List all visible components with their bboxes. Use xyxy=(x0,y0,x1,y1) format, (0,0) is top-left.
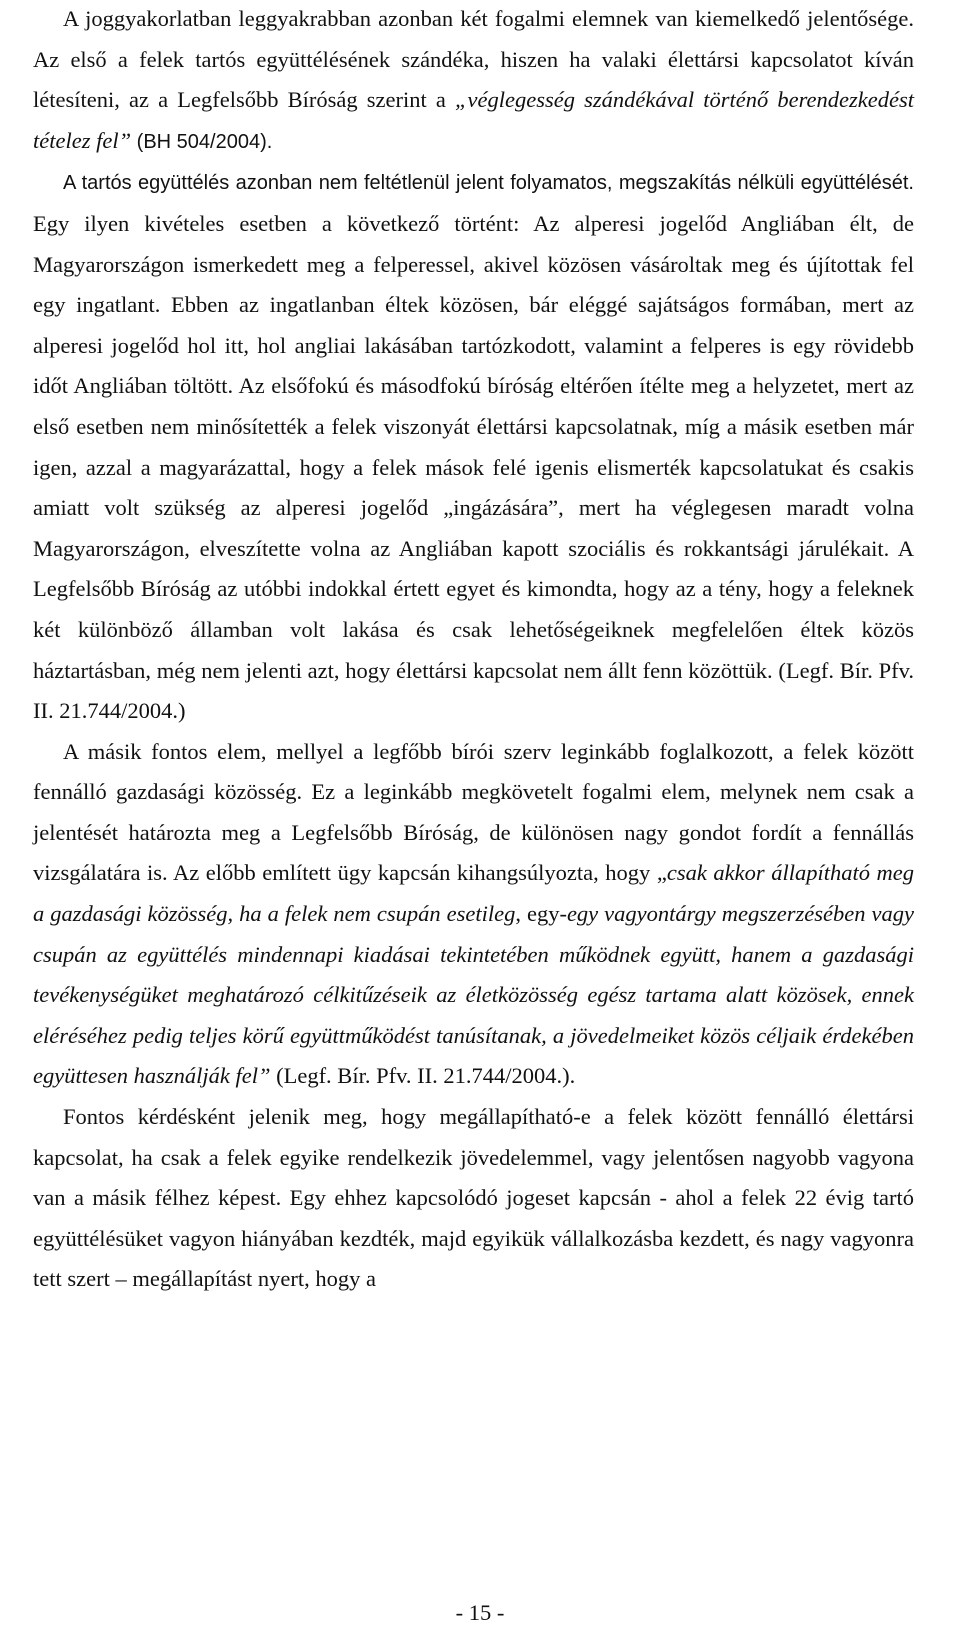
paragraph-4-text: Fontos kérdésként jelenik meg, hogy megállapítható-e a felek között fennálló élettársi kapcsolat, ha csak a felek egyike rendelkezik jövedelemmel, vagy jelentősen nagyobb vagyona van a másik félhez képest. Egy ehhez kapcsolódó jogeset kapcsán - ahol a felek 22 évig tartó együttélésüket vagyon hiányában kezdték, majd egyikük vállalkozásba kezdett, és nagy vagyonra tett szert – megállapítást nyert, hogy a xyxy=(33,1104,914,1292)
paragraph-3 xyxy=(33,732,914,1097)
paragraph-2-intro: A tartós együttélés azonban nem feltétlenül jelent folyamatos, megszakítás nélküli együttélését. xyxy=(63,172,914,195)
paragraph-1-text: A joggyakorlatban leggyakrabban azonban két fogalmi elemnek van kiemelkedő jelentősége. Az első a felek tartós együttélésének szándéka, hiszen ha valaki élettársi kapcsolatot kíván létesíteni, az a Legfelsőbb Bíróság szerint a xyxy=(33,6,914,113)
paragraph-1-reference: (BH 504/2004). xyxy=(131,130,273,153)
paragraph-4 xyxy=(33,1097,914,1300)
paragraph-2 xyxy=(33,162,914,731)
paragraph-2-text: Egy ilyen kivételes esetben a következő történt: Az alperesi jogelőd Angliában élt, de Magyarországon ismerkedett meg a felperessel, akivel közösen vásároltak meg és újítottak fel egy ingatlant. Ebben az ingatlanban éltek közösen, bár eléggé sajátságos formában, mert az alperesi jogelőd hol itt, hol angliai lakásában tartózkodott, valamint a felperes is egy rövidebb időt Angliában töltött. Az elsőfokú és másodfokú bíróság eltérően ítélte meg a helyzetet, mert az első esetben nem minősítették a felek viszonyát élettársi kapcsolatnak, míg a másik esetben már igen, azzal a magyarázattal, hogy a felek mások felé igenis elismerték kapcsolatukat és csakis amiatt volt szükség az alperesi jogelőd „ingázására”, mert ha véglegesen maradt volna Magyarországon, elveszítette volna az Angliában kapott szociális és rokkantsági járulékait. A Legfelsőbb Bíróság az utóbbi indokkal értett egyet és kimondta, hogy az a tény, hogy a feleknek két különböző államban volt lakása és csak lehetőségeiknek megfelelően éltek közös háztartásban, még nem jelenti azt, hogy élettársi kapcsolat nem állt fenn közöttük. (Legf. Bír. Pfv. II. 21.744/2004.) xyxy=(33,210,914,724)
paragraph-3-text: A másik fontos elem, mellyel a legfőbb bírói szerv leginkább foglalkozott, a felek között fennálló gazdasági közösség. Ez a leginkább megkövetelt fogalmi elem, melynek nem csak a jelentését határozta meg a Legfelsőbb Bíróság, de különösen nagy gondot fordít a fennállás vizsgálatára is. Az előbb említett ügy kapcsán kihangsúlyozta, hogy xyxy=(33,738,914,886)
paragraph-3-quote-open: „ xyxy=(656,860,667,886)
page-number: - 15 - xyxy=(455,1600,505,1625)
paragraph-1-quote: „véglegesség szándékával történő berendezkedést tételez fel” xyxy=(33,87,914,153)
paragraph-3-reference: (Legf. Bír. Pfv. II. 21.744/2004.). xyxy=(270,1063,576,1089)
document-page xyxy=(33,0,914,1300)
paragraph-3-quote-part-1: csak akkor állapítható meg a gazdasági közösség, ha a felek nem csupán esetileg xyxy=(33,860,915,927)
paragraph-3-quote-mid: , egy- xyxy=(515,901,567,927)
paragraph-3-quote-part-2: egy vagyontárgy megszerzésében vagy csupán az együttélés mindennapi kiadásai tekintetében működnek együtt, hanem a gazdasági tevékenységüket meghatározó célkitűzéseik az életközösség egész tartama alatt közösek, ennek eléréséhez pedig teljes körű együttműködést tanúsítanak, a jövedelmeiket közös céljaik érdekében együttesen használják fel” xyxy=(33,901,914,1089)
paragraph-1 xyxy=(33,0,914,162)
